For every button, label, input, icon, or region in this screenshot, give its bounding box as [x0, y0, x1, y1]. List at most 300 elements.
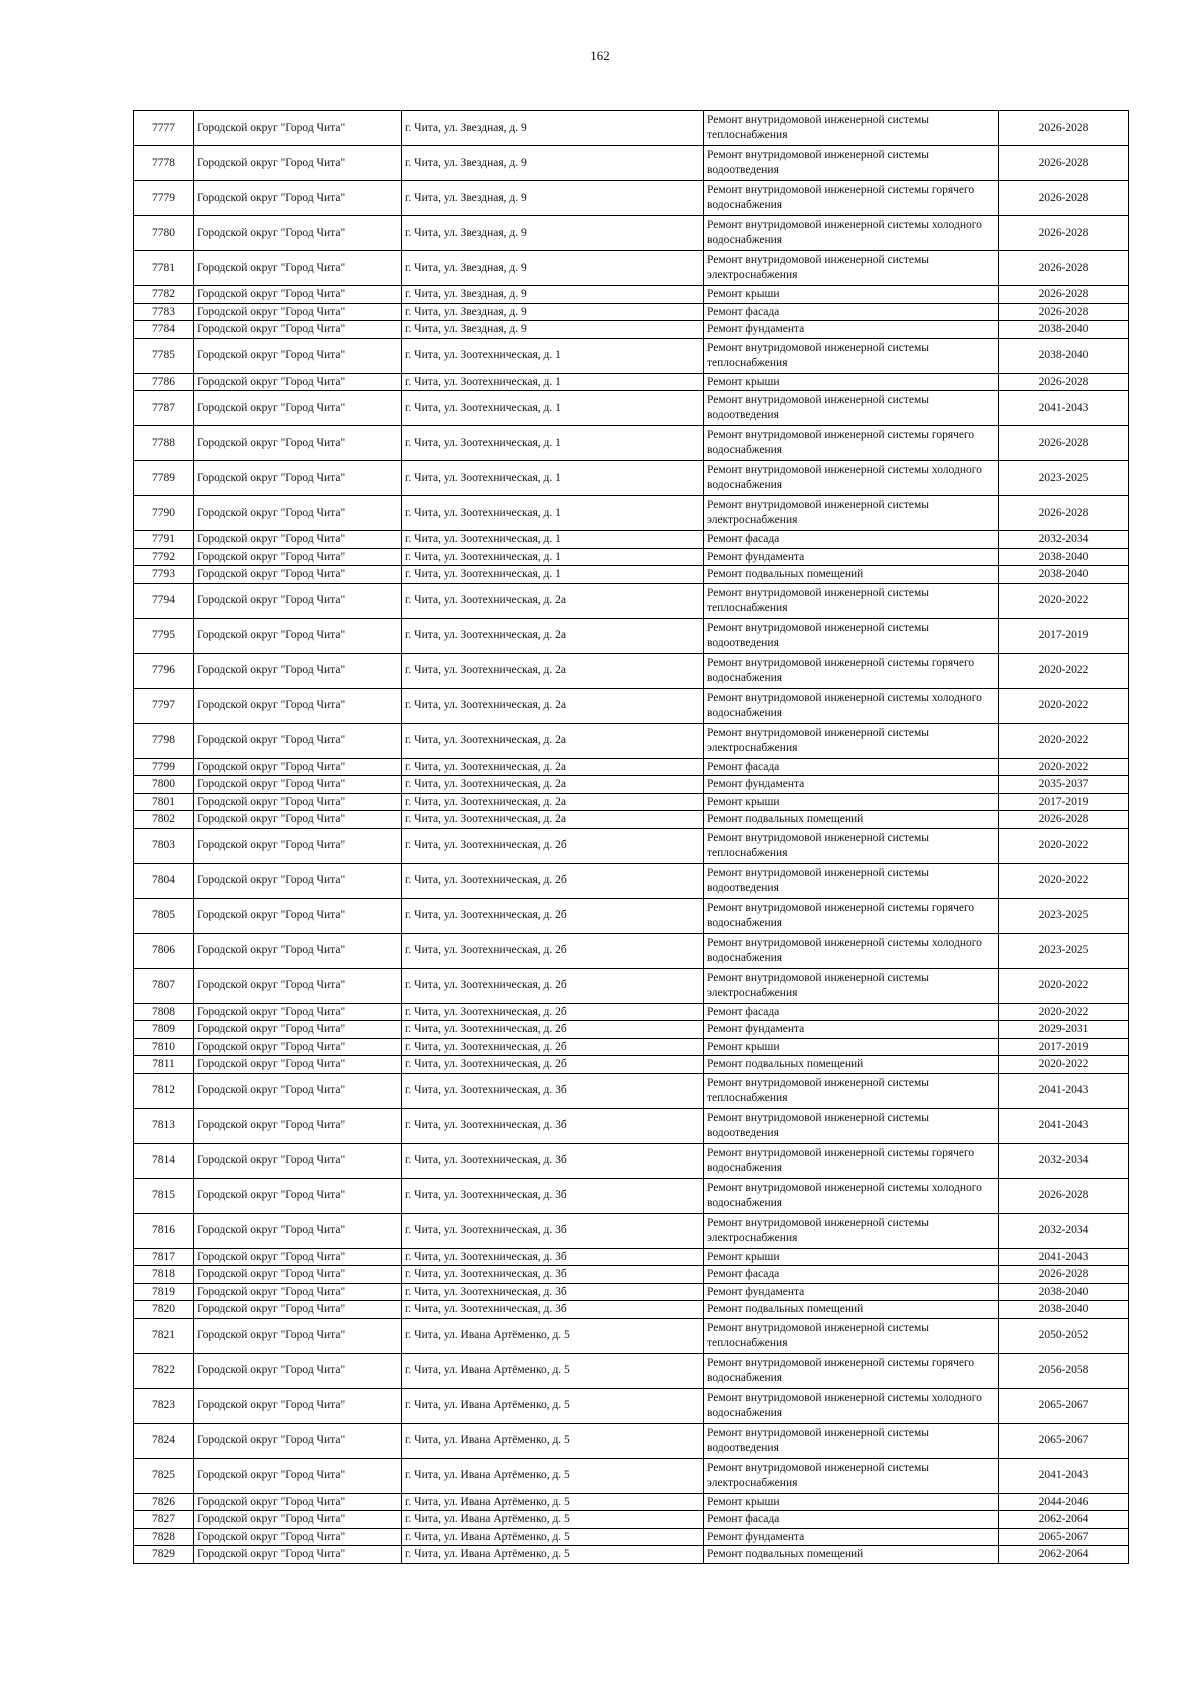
row-number: 7826	[134, 1493, 194, 1511]
address-cell: г. Чита, ул. Зоотехническая, д. 1	[402, 373, 704, 391]
table-row	[134, 391, 1129, 426]
work-type-cell: Ремонт внутридомовой инженерной системы холодного водоснабжения	[704, 216, 999, 251]
table-row	[134, 181, 1129, 216]
work-type-cell: Ремонт крыши	[704, 373, 999, 391]
municipality-cell: Городской округ "Город Чита"	[194, 566, 402, 584]
address-cell: г. Чита, ул. Зоотехническая, д. 3б	[402, 1266, 704, 1284]
row-number: 7823	[134, 1388, 194, 1423]
work-type-cell: Ремонт внутридомовой инженерной системы холодного водоснабжения	[704, 461, 999, 496]
table-row	[134, 1423, 1129, 1458]
work-type-cell: Ремонт внутридомовой инженерной системы водоотведения	[704, 1423, 999, 1458]
row-number: 7808	[134, 1003, 194, 1021]
municipality-cell: Городской округ "Город Чита"	[194, 1458, 402, 1493]
period-cell: 2056-2058	[999, 1353, 1129, 1388]
table-row	[134, 828, 1129, 863]
row-number: 7801	[134, 793, 194, 811]
work-type-cell: Ремонт внутридомовой инженерной системы водоотведения	[704, 863, 999, 898]
row-number: 7800	[134, 776, 194, 794]
work-type-cell: Ремонт внутридомовой инженерной системы электроснабжения	[704, 496, 999, 531]
work-type-cell: Ремонт фундамента	[704, 776, 999, 794]
table-row	[134, 793, 1129, 811]
work-type-cell: Ремонт крыши	[704, 286, 999, 304]
row-number: 7789	[134, 461, 194, 496]
work-type-cell: Ремонт внутридомовой инженерной системы водоотведения	[704, 1108, 999, 1143]
table-row	[134, 566, 1129, 584]
municipality-cell: Городской округ "Город Чита"	[194, 933, 402, 968]
period-cell: 2038-2040	[999, 1283, 1129, 1301]
work-type-cell: Ремонт внутридомовой инженерной системы водоотведения	[704, 391, 999, 426]
municipality-cell: Городской округ "Город Чита"	[194, 531, 402, 549]
row-number: 7792	[134, 548, 194, 566]
row-number: 7780	[134, 216, 194, 251]
municipality-cell: Городской округ "Город Чита"	[194, 1248, 402, 1266]
municipality-cell: Городской округ "Город Чита"	[194, 1301, 402, 1319]
address-cell: г. Чита, ул. Ивана Артёменко, д. 5	[402, 1458, 704, 1493]
row-number: 7782	[134, 286, 194, 304]
address-cell: г. Чита, ул. Зоотехническая, д. 3б	[402, 1108, 704, 1143]
repair-schedule-table	[133, 110, 1129, 1564]
address-cell: г. Чита, ул. Зоотехническая, д. 2б	[402, 1003, 704, 1021]
municipality-cell: Городской округ "Город Чита"	[194, 373, 402, 391]
work-type-cell: Ремонт фасада	[704, 1003, 999, 1021]
period-cell: 2065-2067	[999, 1423, 1129, 1458]
table-row	[134, 303, 1129, 321]
period-cell: 2044-2046	[999, 1493, 1129, 1511]
address-cell: г. Чита, ул. Звездная, д. 9	[402, 181, 704, 216]
address-cell: г. Чита, ул. Зоотехническая, д. 2б	[402, 933, 704, 968]
table-row	[134, 1213, 1129, 1248]
address-cell: г. Чита, ул. Зоотехническая, д. 1	[402, 548, 704, 566]
table-row	[134, 758, 1129, 776]
row-number: 7796	[134, 653, 194, 688]
work-type-cell: Ремонт крыши	[704, 1493, 999, 1511]
table-row	[134, 1143, 1129, 1178]
address-cell: г. Чита, ул. Ивана Артёменко, д. 5	[402, 1318, 704, 1353]
row-number: 7806	[134, 933, 194, 968]
period-cell: 2020-2022	[999, 1003, 1129, 1021]
period-cell: 2026-2028	[999, 1178, 1129, 1213]
municipality-cell: Городской округ "Город Чита"	[194, 618, 402, 653]
row-number: 7814	[134, 1143, 194, 1178]
table-row	[134, 1038, 1129, 1056]
work-type-cell: Ремонт фундамента	[704, 1528, 999, 1546]
municipality-cell: Городской округ "Город Чита"	[194, 1353, 402, 1388]
period-cell: 2023-2025	[999, 461, 1129, 496]
row-number: 7807	[134, 968, 194, 1003]
work-type-cell: Ремонт внутридомовой инженерной системы электроснабжения	[704, 1213, 999, 1248]
municipality-cell: Городской округ "Город Чита"	[194, 338, 402, 373]
row-number: 7820	[134, 1301, 194, 1319]
row-number: 7825	[134, 1458, 194, 1493]
address-cell: г. Чита, ул. Зоотехническая, д. 2б	[402, 968, 704, 1003]
municipality-cell: Городской округ "Город Чита"	[194, 1318, 402, 1353]
municipality-cell: Городской округ "Город Чита"	[194, 426, 402, 461]
table-row	[134, 1528, 1129, 1546]
work-type-cell: Ремонт фасада	[704, 1266, 999, 1284]
municipality-cell: Городской округ "Город Чита"	[194, 688, 402, 723]
work-type-cell: Ремонт подвальных помещений	[704, 1056, 999, 1074]
row-number: 7819	[134, 1283, 194, 1301]
row-number: 7786	[134, 373, 194, 391]
municipality-cell: Городской округ "Город Чита"	[194, 496, 402, 531]
table-row	[134, 1301, 1129, 1319]
address-cell: г. Чита, ул. Зоотехническая, д. 2б	[402, 898, 704, 933]
municipality-cell: Городской округ "Город Чита"	[194, 1283, 402, 1301]
table-row	[134, 1388, 1129, 1423]
period-cell: 2026-2028	[999, 251, 1129, 286]
address-cell: г. Чита, ул. Зоотехническая, д. 1	[402, 496, 704, 531]
work-type-cell: Ремонт внутридомовой инженерной системы теплоснабжения	[704, 111, 999, 146]
address-cell: г. Чита, ул. Зоотехническая, д. 3б	[402, 1143, 704, 1178]
table-row	[134, 1248, 1129, 1266]
table-row	[134, 776, 1129, 794]
row-number: 7809	[134, 1021, 194, 1039]
row-number: 7821	[134, 1318, 194, 1353]
period-cell: 2026-2028	[999, 1266, 1129, 1284]
municipality-cell: Городской округ "Город Чита"	[194, 1056, 402, 1074]
address-cell: г. Чита, ул. Зоотехническая, д. 2а	[402, 811, 704, 829]
table-row	[134, 1493, 1129, 1511]
address-cell: г. Чита, ул. Зоотехническая, д. 2а	[402, 688, 704, 723]
table-row	[134, 1458, 1129, 1493]
period-cell: 2020-2022	[999, 863, 1129, 898]
period-cell: 2020-2022	[999, 1056, 1129, 1074]
table-row	[134, 286, 1129, 304]
row-number: 7791	[134, 531, 194, 549]
municipality-cell: Городской округ "Город Чита"	[194, 146, 402, 181]
work-type-cell: Ремонт крыши	[704, 793, 999, 811]
table-row	[134, 723, 1129, 758]
municipality-cell: Городской округ "Город Чита"	[194, 111, 402, 146]
period-cell: 2062-2064	[999, 1511, 1129, 1529]
work-type-cell: Ремонт внутридомовой инженерной системы электроснабжения	[704, 251, 999, 286]
period-cell: 2050-2052	[999, 1318, 1129, 1353]
table-row	[134, 461, 1129, 496]
row-number: 7822	[134, 1353, 194, 1388]
address-cell: г. Чита, ул. Зоотехническая, д. 2а	[402, 758, 704, 776]
row-number: 7795	[134, 618, 194, 653]
period-cell: 2038-2040	[999, 566, 1129, 584]
municipality-cell: Городской округ "Город Чита"	[194, 1038, 402, 1056]
row-number: 7793	[134, 566, 194, 584]
municipality-cell: Городской округ "Город Чита"	[194, 793, 402, 811]
work-type-cell: Ремонт внутридомовой инженерной системы горячего водоснабжения	[704, 426, 999, 461]
row-number: 7817	[134, 1248, 194, 1266]
address-cell: г. Чита, ул. Зоотехническая, д. 1	[402, 426, 704, 461]
period-cell: 2020-2022	[999, 583, 1129, 618]
row-number: 7827	[134, 1511, 194, 1529]
municipality-cell: Городской округ "Город Чита"	[194, 968, 402, 1003]
municipality-cell: Городской округ "Город Чита"	[194, 811, 402, 829]
period-cell: 2038-2040	[999, 548, 1129, 566]
period-cell: 2026-2028	[999, 373, 1129, 391]
row-number: 7785	[134, 338, 194, 373]
address-cell: г. Чита, ул. Звездная, д. 9	[402, 251, 704, 286]
address-cell: г. Чита, ул. Ивана Артёменко, д. 5	[402, 1528, 704, 1546]
table-row	[134, 373, 1129, 391]
municipality-cell: Городской округ "Город Чита"	[194, 583, 402, 618]
address-cell: г. Чита, ул. Зоотехническая, д. 3б	[402, 1301, 704, 1319]
table-row	[134, 1021, 1129, 1039]
period-cell: 2038-2040	[999, 1301, 1129, 1319]
row-number: 7784	[134, 321, 194, 339]
table-row	[134, 933, 1129, 968]
period-cell: 2032-2034	[999, 531, 1129, 549]
row-number: 7802	[134, 811, 194, 829]
period-cell: 2029-2031	[999, 1021, 1129, 1039]
municipality-cell: Городской округ "Город Чита"	[194, 1178, 402, 1213]
table-row	[134, 338, 1129, 373]
work-type-cell: Ремонт внутридомовой инженерной системы водоотведения	[704, 618, 999, 653]
municipality-cell: Городской округ "Город Чита"	[194, 1388, 402, 1423]
period-cell: 2020-2022	[999, 758, 1129, 776]
table-row	[134, 898, 1129, 933]
address-cell: г. Чита, ул. Зоотехническая, д. 2б	[402, 1038, 704, 1056]
table-row	[134, 1511, 1129, 1529]
table-row	[134, 146, 1129, 181]
row-number: 7797	[134, 688, 194, 723]
municipality-cell: Городской округ "Город Чита"	[194, 1021, 402, 1039]
municipality-cell: Городской округ "Город Чита"	[194, 1003, 402, 1021]
table-row	[134, 1178, 1129, 1213]
work-type-cell: Ремонт фасада	[704, 758, 999, 776]
municipality-cell: Городской округ "Город Чита"	[194, 1108, 402, 1143]
address-cell: г. Чита, ул. Зоотехническая, д. 2б	[402, 828, 704, 863]
municipality-cell: Городской округ "Город Чита"	[194, 391, 402, 426]
work-type-cell: Ремонт внутридомовой инженерной системы теплоснабжения	[704, 1318, 999, 1353]
table-row	[134, 496, 1129, 531]
row-number: 7777	[134, 111, 194, 146]
work-type-cell: Ремонт внутридомовой инженерной системы горячего водоснабжения	[704, 181, 999, 216]
municipality-cell: Городской округ "Город Чита"	[194, 321, 402, 339]
period-cell: 2026-2028	[999, 303, 1129, 321]
municipality-cell: Городской округ "Город Чита"	[194, 758, 402, 776]
row-number: 7824	[134, 1423, 194, 1458]
work-type-cell: Ремонт фундамента	[704, 1283, 999, 1301]
row-number: 7816	[134, 1213, 194, 1248]
address-cell: г. Чита, ул. Ивана Артёменко, д. 5	[402, 1388, 704, 1423]
period-cell: 2065-2067	[999, 1528, 1129, 1546]
work-type-cell: Ремонт подвальных помещений	[704, 1301, 999, 1319]
work-type-cell: Ремонт внутридомовой инженерной системы горячего водоснабжения	[704, 653, 999, 688]
period-cell: 2041-2043	[999, 391, 1129, 426]
work-type-cell: Ремонт фасада	[704, 531, 999, 549]
table-row	[134, 1056, 1129, 1074]
table-row	[134, 863, 1129, 898]
period-cell: 2041-2043	[999, 1458, 1129, 1493]
municipality-cell: Городской округ "Город Чита"	[194, 1266, 402, 1284]
address-cell: г. Чита, ул. Ивана Артёменко, д. 5	[402, 1423, 704, 1458]
period-cell: 2032-2034	[999, 1143, 1129, 1178]
row-number: 7813	[134, 1108, 194, 1143]
table-row	[134, 531, 1129, 549]
row-number: 7799	[134, 758, 194, 776]
table-row	[134, 653, 1129, 688]
period-cell: 2026-2028	[999, 216, 1129, 251]
table-body	[134, 111, 1129, 1564]
work-type-cell: Ремонт подвальных помещений	[704, 811, 999, 829]
address-cell: г. Чита, ул. Звездная, д. 9	[402, 303, 704, 321]
row-number: 7783	[134, 303, 194, 321]
row-number: 7815	[134, 1178, 194, 1213]
row-number: 7781	[134, 251, 194, 286]
address-cell: г. Чита, ул. Звездная, д. 9	[402, 286, 704, 304]
row-number: 7804	[134, 863, 194, 898]
municipality-cell: Городской округ "Город Чита"	[194, 251, 402, 286]
work-type-cell: Ремонт внутридомовой инженерной системы электроснабжения	[704, 723, 999, 758]
municipality-cell: Городской округ "Город Чита"	[194, 303, 402, 321]
work-type-cell: Ремонт крыши	[704, 1248, 999, 1266]
period-cell: 2041-2043	[999, 1073, 1129, 1108]
period-cell: 2017-2019	[999, 618, 1129, 653]
address-cell: г. Чита, ул. Зоотехническая, д. 3б	[402, 1213, 704, 1248]
address-cell: г. Чита, ул. Звездная, д. 9	[402, 216, 704, 251]
table-row	[134, 1318, 1129, 1353]
period-cell: 2038-2040	[999, 321, 1129, 339]
address-cell: г. Чита, ул. Зоотехническая, д. 2а	[402, 723, 704, 758]
table-row	[134, 426, 1129, 461]
period-cell: 2041-2043	[999, 1108, 1129, 1143]
row-number: 7794	[134, 583, 194, 618]
row-number: 7779	[134, 181, 194, 216]
municipality-cell: Городской округ "Город Чита"	[194, 1423, 402, 1458]
address-cell: г. Чита, ул. Звездная, д. 9	[402, 111, 704, 146]
period-cell: 2020-2022	[999, 653, 1129, 688]
municipality-cell: Городской округ "Город Чита"	[194, 1143, 402, 1178]
work-type-cell: Ремонт фундамента	[704, 548, 999, 566]
page-number: 162	[590, 48, 610, 63]
period-cell: 2065-2067	[999, 1388, 1129, 1423]
address-cell: г. Чита, ул. Звездная, д. 9	[402, 146, 704, 181]
work-type-cell: Ремонт внутридомовой инженерной системы холодного водоснабжения	[704, 933, 999, 968]
municipality-cell: Городской округ "Город Чита"	[194, 776, 402, 794]
table-row	[134, 216, 1129, 251]
work-type-cell: Ремонт фасада	[704, 1511, 999, 1529]
municipality-cell: Городской округ "Город Чита"	[194, 216, 402, 251]
period-cell: 2020-2022	[999, 968, 1129, 1003]
municipality-cell: Городской округ "Город Чита"	[194, 863, 402, 898]
work-type-cell: Ремонт подвальных помещений	[704, 1546, 999, 1564]
period-cell: 2062-2064	[999, 1546, 1129, 1564]
address-cell: г. Чита, ул. Зоотехническая, д. 2б	[402, 863, 704, 898]
address-cell: г. Чита, ул. Зоотехническая, д. 2б	[402, 1021, 704, 1039]
address-cell: г. Чита, ул. Зоотехническая, д. 2б	[402, 1056, 704, 1074]
period-cell: 2020-2022	[999, 828, 1129, 863]
work-type-cell: Ремонт внутридомовой инженерной системы горячего водоснабжения	[704, 1353, 999, 1388]
row-number: 7805	[134, 898, 194, 933]
municipality-cell: Городской округ "Город Чита"	[194, 1073, 402, 1108]
row-number: 7787	[134, 391, 194, 426]
municipality-cell: Городской округ "Город Чита"	[194, 181, 402, 216]
municipality-cell: Городской округ "Город Чита"	[194, 1528, 402, 1546]
period-cell: 2020-2022	[999, 688, 1129, 723]
work-type-cell: Ремонт внутридомовой инженерной системы электроснабжения	[704, 968, 999, 1003]
municipality-cell: Городской округ "Город Чита"	[194, 1546, 402, 1564]
row-number: 7811	[134, 1056, 194, 1074]
work-type-cell: Ремонт внутридомовой инженерной системы горячего водоснабжения	[704, 1143, 999, 1178]
period-cell: 2026-2028	[999, 286, 1129, 304]
table-row	[134, 1266, 1129, 1284]
row-number: 7810	[134, 1038, 194, 1056]
table-row	[134, 1546, 1129, 1564]
municipality-cell: Городской округ "Город Чита"	[194, 723, 402, 758]
address-cell: г. Чита, ул. Ивана Артёменко, д. 5	[402, 1353, 704, 1388]
table-row	[134, 1283, 1129, 1301]
period-cell: 2038-2040	[999, 338, 1129, 373]
table-row	[134, 1353, 1129, 1388]
work-type-cell: Ремонт фундамента	[704, 1021, 999, 1039]
work-type-cell: Ремонт крыши	[704, 1038, 999, 1056]
row-number: 7778	[134, 146, 194, 181]
table-row	[134, 321, 1129, 339]
address-cell: г. Чита, ул. Зоотехническая, д. 1	[402, 566, 704, 584]
address-cell: г. Чита, ул. Зоотехническая, д. 2а	[402, 583, 704, 618]
address-cell: г. Чита, ул. Зоотехническая, д. 3б	[402, 1283, 704, 1301]
table-row	[134, 111, 1129, 146]
period-cell: 2035-2037	[999, 776, 1129, 794]
period-cell: 2026-2028	[999, 146, 1129, 181]
work-type-cell: Ремонт внутридомовой инженерной системы электроснабжения	[704, 1458, 999, 1493]
work-type-cell: Ремонт внутридомовой инженерной системы водоотведения	[704, 146, 999, 181]
period-cell: 2041-2043	[999, 1248, 1129, 1266]
municipality-cell: Городской округ "Город Чита"	[194, 548, 402, 566]
period-cell: 2023-2025	[999, 898, 1129, 933]
period-cell: 2017-2019	[999, 793, 1129, 811]
address-cell: г. Чита, ул. Зоотехническая, д. 2а	[402, 793, 704, 811]
table-row	[134, 618, 1129, 653]
period-cell: 2026-2028	[999, 426, 1129, 461]
address-cell: г. Чита, ул. Зоотехническая, д. 2а	[402, 776, 704, 794]
table-row	[134, 1073, 1129, 1108]
municipality-cell: Городской округ "Город Чита"	[194, 1511, 402, 1529]
table-row	[134, 548, 1129, 566]
period-cell: 2026-2028	[999, 811, 1129, 829]
period-cell: 2020-2022	[999, 723, 1129, 758]
address-cell: г. Чита, ул. Ивана Артёменко, д. 5	[402, 1493, 704, 1511]
row-number: 7828	[134, 1528, 194, 1546]
address-cell: г. Чита, ул. Зоотехническая, д. 1	[402, 338, 704, 373]
row-number: 7818	[134, 1266, 194, 1284]
work-type-cell: Ремонт внутридомовой инженерной системы теплоснабжения	[704, 338, 999, 373]
table-row	[134, 811, 1129, 829]
work-type-cell: Ремонт фундамента	[704, 321, 999, 339]
work-type-cell: Ремонт внутридомовой инженерной системы теплоснабжения	[704, 1073, 999, 1108]
work-type-cell: Ремонт фасада	[704, 303, 999, 321]
work-type-cell: Ремонт внутридомовой инженерной системы горячего водоснабжения	[704, 898, 999, 933]
row-number: 7788	[134, 426, 194, 461]
row-number: 7829	[134, 1546, 194, 1564]
work-type-cell: Ремонт внутридомовой инженерной системы холодного водоснабжения	[704, 1388, 999, 1423]
table-row	[134, 1003, 1129, 1021]
row-number: 7798	[134, 723, 194, 758]
period-cell: 2017-2019	[999, 1038, 1129, 1056]
address-cell: г. Чита, ул. Ивана Артёменко, д. 5	[402, 1546, 704, 1564]
period-cell: 2026-2028	[999, 496, 1129, 531]
municipality-cell: Городской округ "Город Чита"	[194, 1493, 402, 1511]
address-cell: г. Чита, ул. Зоотехническая, д. 3б	[402, 1073, 704, 1108]
table-row	[134, 583, 1129, 618]
period-cell: 2026-2028	[999, 111, 1129, 146]
work-type-cell: Ремонт подвальных помещений	[704, 566, 999, 584]
row-number: 7812	[134, 1073, 194, 1108]
period-cell: 2023-2025	[999, 933, 1129, 968]
row-number: 7803	[134, 828, 194, 863]
address-cell: г. Чита, ул. Зоотехническая, д. 2а	[402, 653, 704, 688]
municipality-cell: Городской округ "Город Чита"	[194, 898, 402, 933]
work-type-cell: Ремонт внутридомовой инженерной системы теплоснабжения	[704, 583, 999, 618]
municipality-cell: Городской округ "Город Чита"	[194, 286, 402, 304]
period-cell: 2026-2028	[999, 181, 1129, 216]
